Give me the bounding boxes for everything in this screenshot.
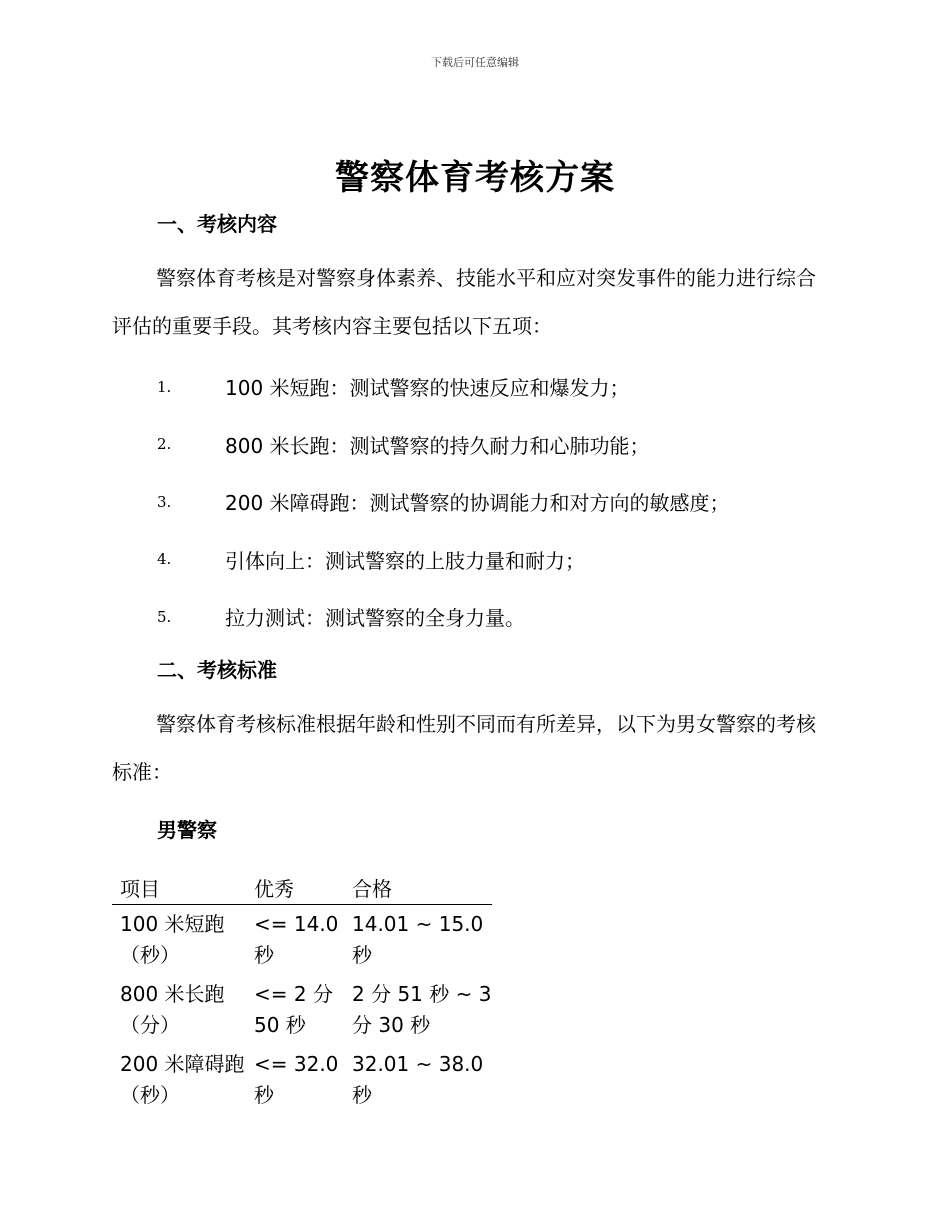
- section-standards-paragraph: 警察体育考核标准根据年龄和性别不同而有所差异，以下为男女警察的考核标准：: [112, 712, 816, 784]
- list-item: [157, 416, 807, 474]
- document-title: 警察体育考核方案: [335, 158, 615, 198]
- header-note: 下载后可任意编辑: [431, 56, 519, 69]
- table-cell: 14.01 ~ 15.0 秒: [352, 912, 484, 967]
- list-item-number: 5.: [157, 607, 172, 626]
- column-header: 合格: [344, 870, 492, 905]
- list-item-number: 4.: [157, 550, 172, 569]
- list-item-text: 200 米障碍跑：测试警察的协调能力和对方向的敏感度；: [225, 491, 730, 516]
- assessment-items-list: [157, 358, 807, 646]
- list-item-text: 100 米短跑：测试警察的快速反应和爆发力；: [225, 376, 630, 401]
- male-police-heading: 男警察: [157, 818, 217, 842]
- table-cell: 800 米长跑（分）: [120, 982, 225, 1037]
- table-cell: 100 米短跑（秒）: [120, 912, 225, 967]
- column-header: 项目: [112, 870, 246, 905]
- list-item: [157, 358, 807, 416]
- table-cell: 2 分 51 秒 ~ 3 分 30 秒: [352, 982, 492, 1037]
- list-item-number: 3.: [157, 492, 172, 511]
- list-item-text: 拉力测试：测试警察的全身力量。: [225, 606, 525, 631]
- table-row: [112, 1045, 492, 1115]
- section-heading-content: 一、考核内容: [157, 212, 277, 236]
- section-content-paragraph: 警察体育考核是对警察身体素养、技能水平和应对突发事件的能力进行综合评估的重要手段。其考核内容主要包括以下五项：: [112, 266, 816, 338]
- column-header: 优秀: [246, 870, 344, 905]
- male-standards-table: [112, 870, 492, 1115]
- list-item-number: 1.: [157, 377, 172, 396]
- table-row: [112, 905, 492, 976]
- table-header-row: [112, 870, 492, 905]
- table-cell: <= 2 分 50 秒: [254, 982, 333, 1037]
- list-item-text: 引体向上：测试警察的上肢力量和耐力；: [225, 548, 585, 573]
- list-item: [157, 588, 807, 646]
- section-heading-standards: 二、考核标准: [157, 658, 277, 682]
- table-cell: 200 米障碍跑（秒）: [120, 1052, 245, 1107]
- table-cell: <= 32.0 秒: [254, 1052, 339, 1107]
- table-cell: 32.01 ~ 38.0 秒: [352, 1052, 484, 1107]
- list-item: [157, 531, 807, 589]
- table-row: [112, 975, 492, 1045]
- list-item-text: 800 米长跑：测试警察的持久耐力和心肺功能；: [225, 433, 650, 458]
- table-cell: <= 14.0 秒: [254, 912, 339, 967]
- list-item-number: 2.: [157, 435, 172, 454]
- list-item: [157, 473, 807, 531]
